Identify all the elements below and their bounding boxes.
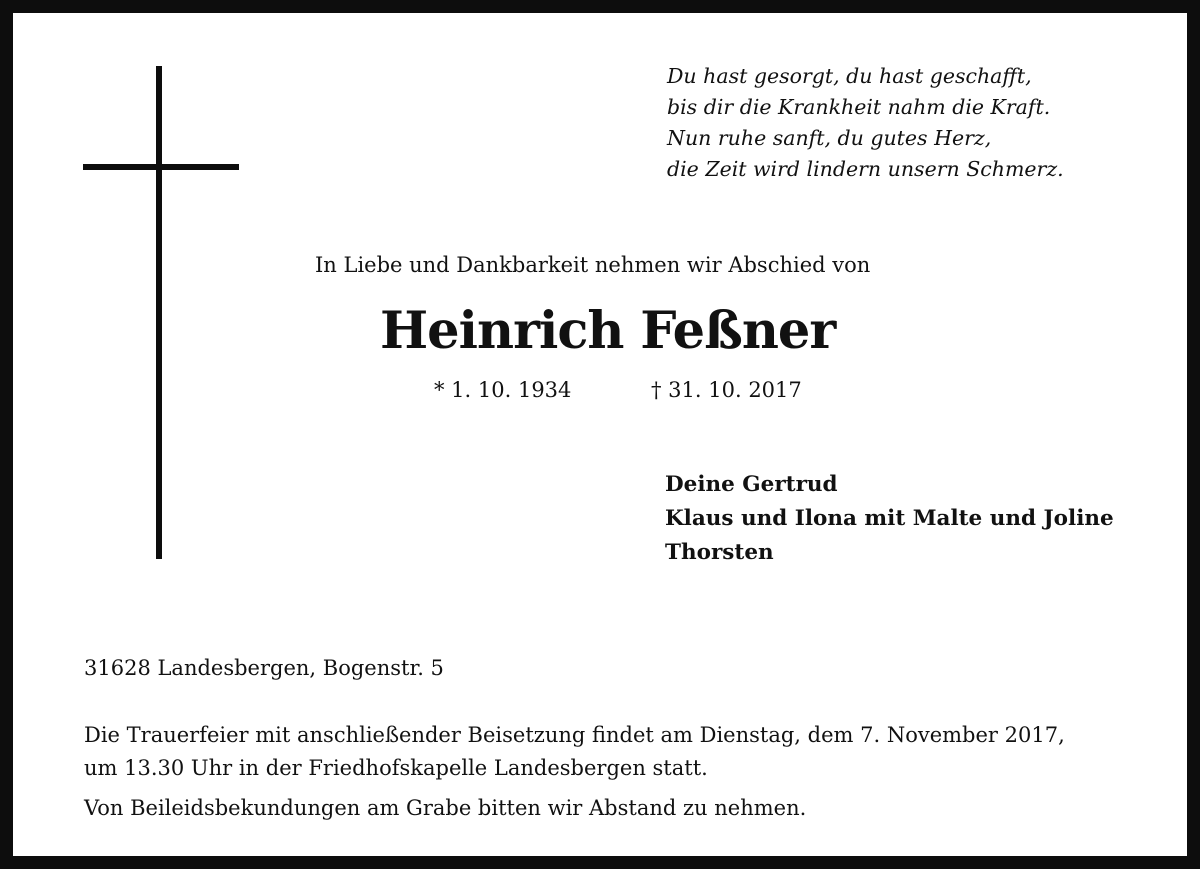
cross-horizontal-bar <box>83 164 239 170</box>
funeral-service-info <box>84 719 1065 785</box>
death-date: † 31. 10. 2017 <box>651 378 802 402</box>
poem-line: Du hast gesorgt, du hast geschafft, <box>667 64 1032 88</box>
service-line: um 13.30 Uhr in der Friedhofskapelle Landesbergen statt. <box>84 756 708 780</box>
family-address: 31628 Landesbergen, Bogenstr. 5 <box>84 656 444 680</box>
mourners-list <box>665 468 1114 570</box>
poem-line: Nun ruhe sanft, du gutes Herz, <box>667 126 992 150</box>
poem-line: die Zeit wird lindern unsern Schmerz. <box>667 157 1064 181</box>
birth-date: * 1. 10. 1934 <box>434 378 572 402</box>
poem-line: bis dir die Krankheit nahm die Kraft. <box>667 95 1051 119</box>
farewell-intro: In Liebe und Dankbarkeit nehmen wir Abschied von <box>315 253 871 277</box>
condolences-note: Von Beileidsbekundungen am Grabe bitten wir Abstand zu nehmen. <box>84 796 807 820</box>
mourner-entry: Deine Gertrud <box>665 472 838 497</box>
cross-vertical-bar <box>156 66 162 559</box>
memorial-poem <box>667 61 1064 185</box>
mourner-entry: Thorsten <box>665 540 774 565</box>
mourner-entry: Klaus und Ilona mit Malte und Joline <box>665 506 1114 531</box>
deceased-name: Heinrich Feßner <box>380 301 836 361</box>
service-line: Die Trauerfeier mit anschließender Beisetzung findet am Dienstag, dem 7. November 2017, <box>84 723 1065 747</box>
